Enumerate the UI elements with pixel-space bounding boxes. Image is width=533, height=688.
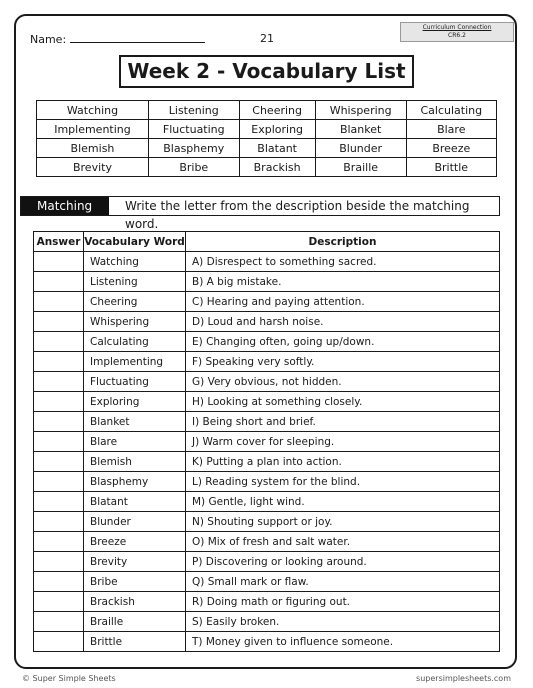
- answer-cell[interactable]: [34, 472, 84, 492]
- word-bank-cell: Bribe: [148, 158, 239, 177]
- vocabulary-word-cell: Blasphemy: [84, 472, 186, 492]
- word-bank-cell: Brittle: [406, 158, 496, 177]
- description-cell: M) Gentle, light wind.: [186, 492, 500, 512]
- vocabulary-word-cell: Blemish: [84, 452, 186, 472]
- vocabulary-word-cell: Brittle: [84, 632, 186, 652]
- word-bank-cell: Exploring: [239, 120, 315, 139]
- answer-cell[interactable]: [34, 292, 84, 312]
- word-bank-cell: Breeze: [406, 139, 496, 158]
- description-cell: E) Changing often, going up/down.: [186, 332, 500, 352]
- description-cell: A) Disrespect to something sacred.: [186, 252, 500, 272]
- word-bank-cell: Braille: [315, 158, 406, 177]
- description-column-header: Description: [186, 232, 500, 252]
- answer-cell[interactable]: [34, 252, 84, 272]
- table-row: [34, 552, 500, 572]
- table-row: [34, 592, 500, 612]
- answer-cell[interactable]: [34, 572, 84, 592]
- vocabulary-word-cell: Blare: [84, 432, 186, 452]
- description-cell: R) Doing math or figuring out.: [186, 592, 500, 612]
- word-bank-cell: Listening: [148, 101, 239, 120]
- word-bank-cell: Blare: [406, 120, 496, 139]
- word-bank-row: [37, 120, 497, 139]
- description-cell: C) Hearing and paying attention.: [186, 292, 500, 312]
- vocabulary-word-cell: Fluctuating: [84, 372, 186, 392]
- vocabulary-word-cell: Blunder: [84, 512, 186, 532]
- answer-cell[interactable]: [34, 512, 84, 532]
- vocabulary-word-cell: Listening: [84, 272, 186, 292]
- vocabulary-word-cell: Watching: [84, 252, 186, 272]
- description-cell: P) Discovering or looking around.: [186, 552, 500, 572]
- name-blank-line[interactable]: [70, 32, 205, 43]
- answer-column-header: Answer: [34, 232, 84, 252]
- word-bank-cell: Cheering: [239, 101, 315, 120]
- table-row: [34, 452, 500, 472]
- vocabulary-word-cell: Blatant: [84, 492, 186, 512]
- table-row: [34, 632, 500, 652]
- description-cell: O) Mix of fresh and salt water.: [186, 532, 500, 552]
- vocabulary-word-cell: Blanket: [84, 412, 186, 432]
- word-bank-row: [37, 158, 497, 177]
- word-bank-cell: Watching: [37, 101, 149, 120]
- description-cell: D) Loud and harsh noise.: [186, 312, 500, 332]
- answer-cell[interactable]: [34, 632, 84, 652]
- answer-cell[interactable]: [34, 412, 84, 432]
- word-bank-cell: Blasphemy: [148, 139, 239, 158]
- matching-instruction: Write the letter from the description beside the matching word.: [125, 199, 470, 231]
- table-row: [34, 252, 500, 272]
- description-cell: F) Speaking very softly.: [186, 352, 500, 372]
- matching-instruction-bar: [20, 196, 500, 231]
- description-cell: N) Shouting support or joy.: [186, 512, 500, 532]
- word-bank-cell: Brackish: [239, 158, 315, 177]
- description-cell: Q) Small mark or flaw.: [186, 572, 500, 592]
- matching-tag: Matching: [21, 197, 109, 215]
- site-url: supersimplesheets.com: [416, 674, 511, 683]
- vocabulary-word-cell: Bribe: [84, 572, 186, 592]
- answer-cell[interactable]: [34, 272, 84, 292]
- table-row: [34, 512, 500, 532]
- word-bank-cell: Fluctuating: [148, 120, 239, 139]
- vocabulary-word-cell: Brackish: [84, 592, 186, 612]
- vocabulary-word-cell: Braille: [84, 612, 186, 632]
- copyright-text: © Super Simple Sheets: [22, 674, 116, 683]
- description-cell: L) Reading system for the blind.: [186, 472, 500, 492]
- answer-cell[interactable]: [34, 432, 84, 452]
- answer-cell[interactable]: [34, 592, 84, 612]
- answer-cell[interactable]: [34, 612, 84, 632]
- word-bank-cell: Blanket: [315, 120, 406, 139]
- description-cell: I) Being short and brief.: [186, 412, 500, 432]
- word-bank-cell: Calculating: [406, 101, 496, 120]
- page-title: Week 2 - Vocabulary List: [119, 55, 414, 88]
- answer-cell[interactable]: [34, 352, 84, 372]
- answer-cell[interactable]: [34, 312, 84, 332]
- description-cell: G) Very obvious, not hidden.: [186, 372, 500, 392]
- description-cell: S) Easily broken.: [186, 612, 500, 632]
- word-bank-row: [37, 139, 497, 158]
- word-bank-cell: Brevity: [37, 158, 149, 177]
- table-row: [34, 412, 500, 432]
- table-row: [34, 352, 500, 372]
- name-field[interactable]: [30, 32, 205, 46]
- word-bank-cell: Whispering: [315, 101, 406, 120]
- vocabulary-word-column-header: Vocabulary Word: [84, 232, 186, 252]
- table-row: [34, 432, 500, 452]
- vocabulary-word-cell: Breeze: [84, 532, 186, 552]
- word-bank-cell: Blatant: [239, 139, 315, 158]
- table-row: [34, 392, 500, 412]
- description-cell: T) Money given to influence someone.: [186, 632, 500, 652]
- description-cell: K) Putting a plan into action.: [186, 452, 500, 472]
- table-row: [34, 312, 500, 332]
- table-row: [34, 272, 500, 292]
- answer-cell[interactable]: [34, 552, 84, 572]
- word-bank-cell: Blunder: [315, 139, 406, 158]
- word-bank-cell: Implementing: [37, 120, 149, 139]
- curriculum-connection-box: [400, 22, 514, 42]
- curriculum-code: CR6.2: [448, 32, 466, 39]
- curriculum-connection-title: Curriculum Connection: [422, 24, 492, 31]
- word-bank-cell: Blemish: [37, 139, 149, 158]
- answer-cell[interactable]: [34, 532, 84, 552]
- description-cell: B) A big mistake.: [186, 272, 500, 292]
- description-cell: H) Looking at something closely.: [186, 392, 500, 412]
- vocabulary-word-cell: Brevity: [84, 552, 186, 572]
- word-bank-row: [37, 101, 497, 120]
- table-row: [34, 532, 500, 552]
- table-row: [34, 472, 500, 492]
- vocabulary-word-cell: Exploring: [84, 392, 186, 412]
- name-label: Name:: [30, 33, 67, 46]
- page-number: 21: [260, 32, 274, 45]
- answer-cell[interactable]: [34, 372, 84, 392]
- vocabulary-word-cell: Cheering: [84, 292, 186, 312]
- answer-cell[interactable]: [34, 492, 84, 512]
- table-row: [34, 572, 500, 592]
- table-row: [34, 292, 500, 312]
- vocabulary-word-cell: Implementing: [84, 352, 186, 372]
- table-row: [34, 612, 500, 632]
- vocabulary-word-cell: Calculating: [84, 332, 186, 352]
- answer-cell[interactable]: [34, 392, 84, 412]
- answer-cell[interactable]: [34, 452, 84, 472]
- table-row: [34, 332, 500, 352]
- table-row: [34, 372, 500, 392]
- word-bank-table: [36, 100, 497, 177]
- description-cell: J) Warm cover for sleeping.: [186, 432, 500, 452]
- matching-table-header: [34, 232, 500, 252]
- vocabulary-word-cell: Whispering: [84, 312, 186, 332]
- answer-cell[interactable]: [34, 332, 84, 352]
- matching-table: [33, 231, 500, 652]
- table-row: [34, 492, 500, 512]
